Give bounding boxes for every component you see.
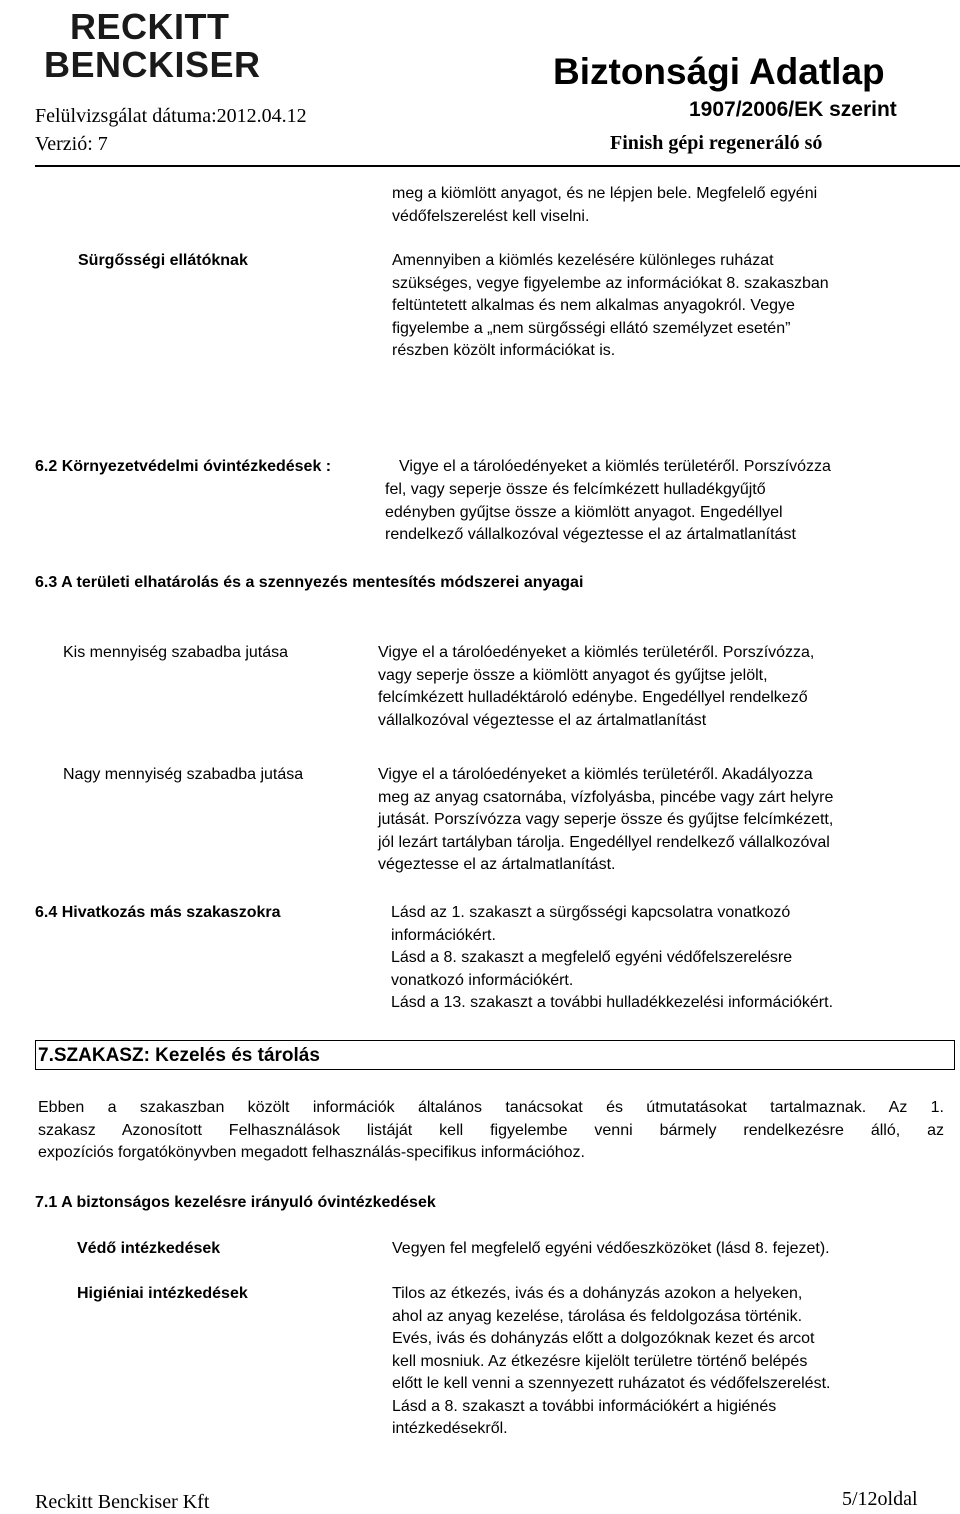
text-line: ahol az anyag kezelése, tárolása és feldolgozása történik. (392, 1307, 803, 1325)
text-line: Lásd a 8. szakaszt a megfelelő egyéni védőfelszerelésre (391, 949, 793, 966)
text-line: feltüntetett alkalmas és nem alkalmas anyagokról. Vegye (392, 297, 795, 314)
small-spill-label: Kis mennyiség szabadba jutása (63, 644, 289, 661)
text-line: jól lezárt tartályban tárolja. Engedéllyel rendelkező vállalkozóval (378, 833, 830, 851)
section-7-title-box (35, 1040, 955, 1070)
section-7-title: 7.SZAKASZ: Kezelés és tárolás (38, 1045, 320, 1066)
text-line: vonatkozó információkért. (391, 971, 574, 989)
text-line: expozíciós forgatókönyvben megadott felhasználás-specifikus információhoz. (38, 1144, 585, 1161)
text-line: felcímkézett hulladéktároló edénybe. Engedéllyel rendelkező (378, 689, 808, 706)
footer-page-number: 5/12oldal (842, 1488, 918, 1510)
text-line: kell mosniuk. Az étkezésre kijelölt területre történő belépés (392, 1352, 808, 1370)
text-line: végeztesse el az ártalmatlanítást. (378, 856, 616, 873)
protective-measures-text: Vegyen fel megfelelő egyéni védőeszközöket (lásd 8. fejezet). (392, 1240, 830, 1257)
footer-company: Reckitt Benckiser Kft (35, 1491, 210, 1513)
section-6-3-heading: 6.3 A területi elhatárolás és a szennyezés mentesítés módszerei anyagai (35, 574, 584, 591)
text-line: védőfelszerelést kell viselni. (392, 207, 590, 225)
section-6-4-heading: 6.4 Hivatkozás más szakaszokra (35, 904, 281, 921)
text-line: figyelembe a „nem sürgősségi ellátó személyzet esetén” (392, 319, 791, 337)
text-line: Vigye el a tárolóedényeket a kiömlés területéről. Akadályozza (378, 766, 813, 783)
text-line: szükséges, vegye figyelembe az információkat 8. szakaszban (392, 274, 829, 292)
logo-line-2: BENCKISER (44, 44, 261, 85)
text-line: Ebben a szakaszban közölt információk általános tanácsokat és útmutatásokat tartalmaznak. Az 1. (38, 1099, 944, 1116)
section-6-2-heading: 6.2 Környezetvédelmi óvintézkedések : (35, 458, 332, 475)
hygiene-measures-text (392, 1283, 830, 1441)
text-line: Amennyiben a kiömlés kezelésére különleges ruházat (392, 252, 774, 269)
text-line: Evés, ivás és dohányzás előtt a dolgozóknak kezet és arcot (392, 1330, 815, 1347)
header-divider (35, 165, 960, 167)
revision-date: Felülvizsgálat dátuma:2012.04.12 (35, 105, 307, 127)
text-line: vállalkozóval végeztesse el az ártalmatlanítást (378, 711, 707, 729)
text-line: edényben gyűjtse össze a kiömlött anyagot. Engedéllyel (385, 503, 783, 521)
section-6-4-text (391, 902, 833, 1015)
emergency-responders-label: Sürgősségi ellátóknak (78, 252, 248, 269)
text-line: Tilos az étkezés, ivás és a dohányzás azokon a helyeken, (392, 1285, 803, 1302)
text-line: szakasz Azonosított Felhasználások listáját kell figyelembe venni bármely rendelkezésre álló, az (38, 1121, 944, 1139)
text-line: Lásd a 13. szakaszt a további hulladékkezelési információkért. (391, 994, 834, 1011)
s61-continuation (392, 183, 817, 228)
text-line: előtt le kell venni a szennyezett ruházatot és védőfelszerelést. (392, 1375, 831, 1392)
version: Verzió: 7 (35, 133, 108, 155)
text-line: információkért. (391, 926, 496, 944)
protective-measures-label: Védő intézkedések (77, 1240, 221, 1257)
regulation-subtitle: 1907/2006/EK szerint (689, 98, 897, 121)
section-7-intro (38, 1097, 944, 1165)
logo-line-1: RECKITT (70, 6, 230, 47)
small-spill-text (378, 642, 814, 732)
text-line: meg a kiömlött anyagot, és ne lépjen bele. Megfelelő egyéni (392, 185, 818, 202)
section-7-1-heading: 7.1 A biztonságos kezelésre irányuló óvintézkedések (35, 1194, 436, 1211)
company-logo (44, 5, 264, 85)
document-title: Biztonsági Adatlap (553, 51, 885, 92)
text-line: Lásd az 1. szakaszt a sürgősségi kapcsolatra vonatkozó (391, 904, 791, 921)
text-line: meg az anyag csatornába, vízfolyásba, pincébe vagy zárt helyre (378, 788, 834, 806)
text-line: fel, vagy seperje össze és felcímkézett hulladékgyűjtő (385, 481, 766, 498)
section-6-2-line-1: Vigye el a tárolóedényeket a kiömlés területéről. Porszívózza (399, 458, 831, 475)
text-line: Lásd a 8. szakaszt a további információkért a higiénés (392, 1397, 777, 1415)
large-spill-label: Nagy mennyiség szabadba jutása (63, 766, 304, 783)
text-line: rendelkező vállalkozóval végeztesse el az ártalmatlanítást (385, 526, 796, 543)
text-line: Vigye el a tárolóedényeket a kiömlés területéről. Porszívózza, (378, 644, 815, 661)
text-line: jutását. Porszívózza vagy seperje össze és gyűjtse felcímkézett, (378, 811, 834, 828)
text-line: intézkedésekről. (392, 1420, 508, 1437)
large-spill-text (378, 764, 833, 877)
text-line: részben közölt információkat is. (392, 342, 616, 359)
hygiene-measures-label: Higiéniai intézkedések (77, 1285, 248, 1302)
emergency-responders-text (392, 250, 829, 363)
text-line: vagy seperje össze a kiömlött anyagot és gyűjtse jelölt, (378, 666, 768, 684)
product-name: Finish gépi regeneráló só (610, 132, 823, 154)
section-6-2-text (385, 479, 796, 547)
